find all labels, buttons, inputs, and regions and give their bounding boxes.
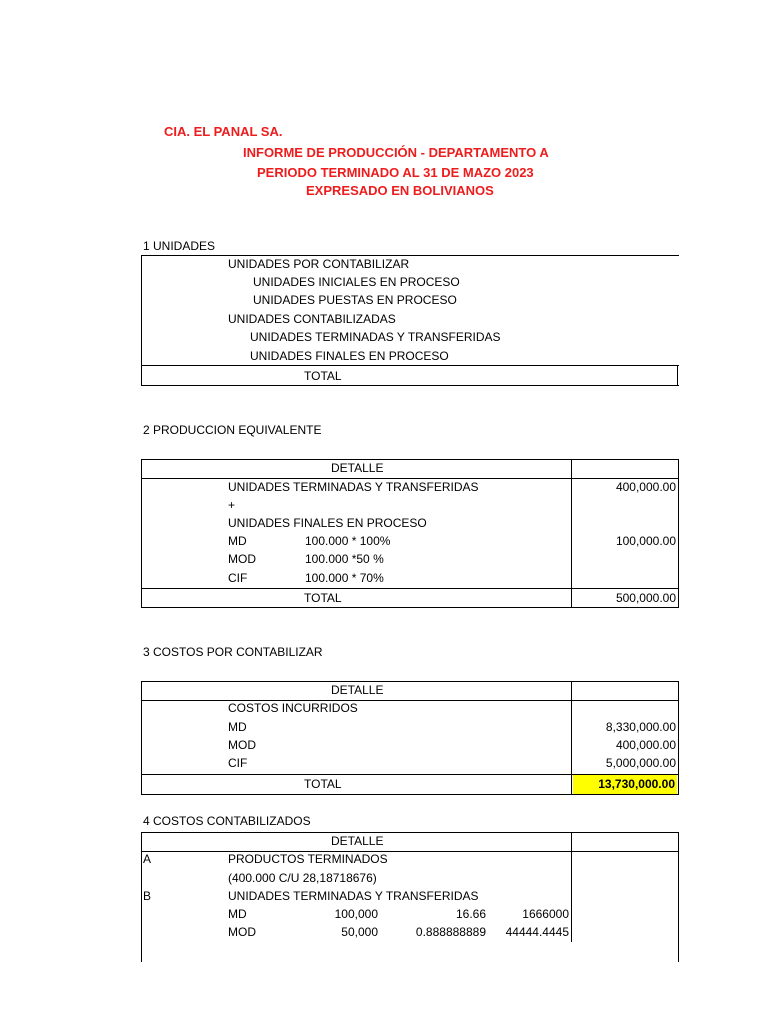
report-title: INFORME DE PRODUCCIÓN - DEPARTAMENTO A	[243, 145, 549, 160]
section2-cif-formula: 100.000 * 70%	[305, 571, 384, 585]
section3-mod-value: 400,000.00	[615, 738, 676, 752]
section2-total-label: TOTAL	[304, 591, 342, 605]
section2-total-value: 500,000.00	[615, 591, 676, 605]
section2-mod-label: MOD	[228, 552, 256, 566]
section3-title: 3 COSTOS POR CONTABILIZAR	[143, 645, 323, 659]
section4-md-total: 1666000	[522, 907, 569, 921]
report-currency: EXPRESADO EN BOLIVIANOS	[306, 183, 494, 198]
section1-row: UNIDADES INICIALES EN PROCESO	[253, 275, 460, 289]
section3-md-value: 8,330,000.00	[605, 720, 676, 734]
section2-title: 2 PRODUCCION EQUIVALENTE	[143, 423, 322, 437]
section4-b-text: UNIDADES TERMINADAS Y TRANSFERIDAS	[228, 889, 479, 903]
company-name: CIA. EL PANAL SA.	[164, 124, 283, 139]
section2-header-divider	[141, 478, 679, 479]
section1-total-divider	[141, 365, 679, 366]
section1-row: UNIDADES TERMINADAS Y TRANSFERIDAS	[250, 330, 501, 344]
section3-cif-value: 5,000,000.00	[605, 756, 676, 770]
section4-header-divider	[141, 851, 679, 852]
section2-md-label: MD	[228, 534, 247, 548]
section3-total-value: 13,730,000.00	[573, 775, 677, 794]
section2-header: DETALLE	[331, 461, 384, 475]
section2-row-value: 400,000.00	[615, 480, 676, 494]
section2-column-divider	[571, 459, 572, 608]
section2-cif-label: CIF	[228, 571, 248, 585]
section4-mod-units: 50,000	[341, 925, 378, 939]
section3-row-label: COSTOS INCURRIDOS	[228, 701, 358, 715]
section2-md-value: 100,000.00	[615, 534, 676, 548]
section4-a-sub: (400.000 C/U 28,18718676)	[228, 871, 377, 885]
section3-column-divider	[571, 681, 572, 795]
section4-mod-unit-cost: 0.888888889	[415, 925, 486, 939]
section4-column-divider	[571, 832, 572, 942]
section3-total-label: TOTAL	[304, 777, 342, 791]
section4-mod-total: 44444.4445	[505, 925, 569, 939]
section2-plus: +	[228, 498, 236, 512]
section4-md-label: MD	[228, 907, 247, 921]
section4-mod-label: MOD	[228, 925, 256, 939]
section1-row: UNIDADES POR CONTABILIZAR	[228, 257, 410, 271]
section4-md-unit-cost: 16.66	[455, 907, 486, 921]
section4-a-text: PRODUCTOS TERMINADOS	[228, 852, 388, 866]
section3-mod-label: MOD	[228, 738, 256, 752]
section1-row: UNIDADES CONTABILIZADAS	[228, 312, 396, 326]
section3-cif-label: CIF	[228, 756, 248, 770]
section2-row-label: UNIDADES FINALES EN PROCESO	[228, 516, 427, 530]
section3-header-divider	[141, 700, 679, 701]
section4-a-label: A	[143, 852, 152, 866]
section1-total-label: TOTAL	[304, 369, 342, 383]
section4-title: 4 COSTOS CONTABILIZADOS	[143, 814, 311, 828]
section4-b-label: B	[143, 889, 152, 903]
section1-title: 1 UNIDADES	[143, 239, 216, 253]
section3-md-label: MD	[228, 720, 247, 734]
section2-mod-formula: 100.000 *50 %	[305, 552, 384, 566]
section1-total-right-border	[677, 366, 678, 386]
section2-md-formula: 100.000 * 100%	[305, 534, 391, 548]
section2-row-label: UNIDADES TERMINADAS Y TRANSFERIDAS	[228, 480, 479, 494]
report-period: PERIODO TERMINADO AL 31 DE MAZO 2023	[257, 165, 534, 180]
section1-row: UNIDADES PUESTAS EN PROCESO	[253, 293, 457, 307]
section1-row: UNIDADES FINALES EN PROCESO	[250, 349, 449, 363]
section4-md-units: 100,000	[334, 907, 378, 921]
section3-header: DETALLE	[331, 683, 384, 697]
section2-total-divider	[141, 588, 679, 589]
section4-header: DETALLE	[331, 834, 384, 848]
